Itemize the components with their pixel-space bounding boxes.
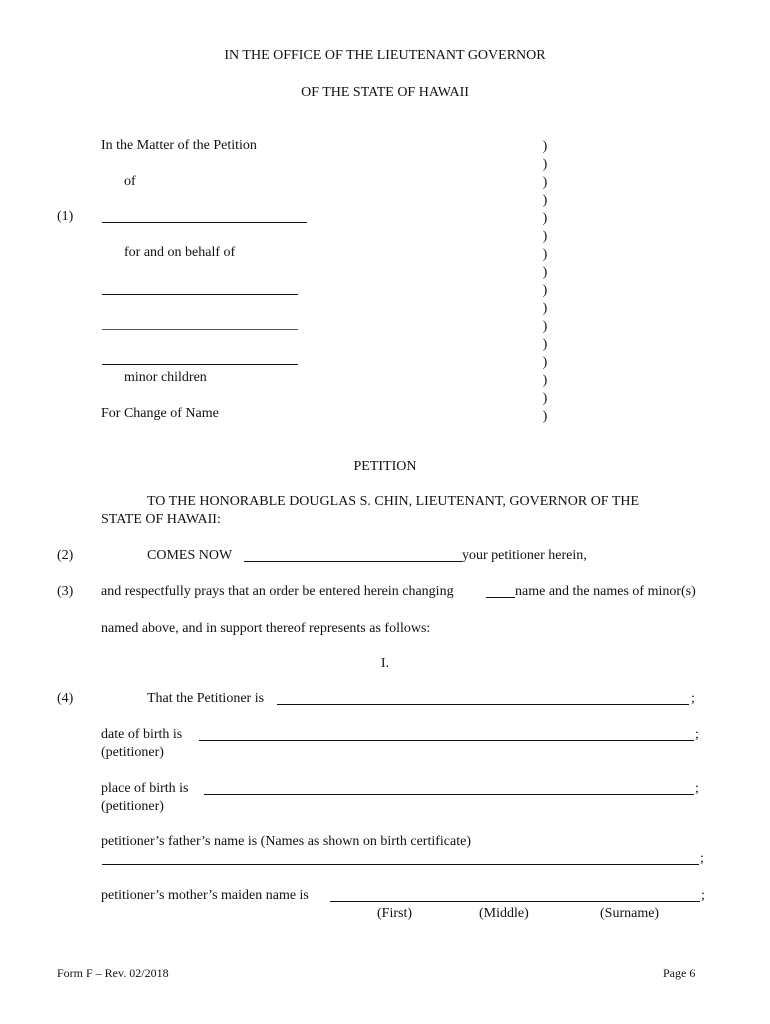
form-revision: Form F – Rev. 02/2018 [57,966,169,980]
paren: ) [542,391,548,406]
middle-name-caption: (Middle) [479,906,529,921]
paren: ) [542,283,548,298]
prays-text-continued: name and the names of minor(s) [515,584,696,599]
section-heading: I. [380,656,390,671]
father-name-label: petitioner’s father’s name is (Names as shown on birth certificate) [101,834,471,849]
petitioner-is-label: That the Petitioner is [147,691,265,706]
dob-field[interactable] [199,740,694,741]
paren: ) [542,211,548,226]
first-name-caption: (First) [377,906,412,921]
item-number-1: (1) [57,209,74,224]
petition-title: PETITION [353,459,417,474]
comes-now-label: COMES NOW [147,548,233,563]
minor-name-field-1[interactable] [102,294,298,295]
of-label: of [124,174,136,189]
petitioner-herein-label: your petitioner herein, [462,548,587,563]
pob-sublabel: (petitioner) [101,799,164,814]
item-number-2: (2) [57,548,74,563]
paren: ) [542,175,548,190]
semicolon: ; [695,727,699,742]
minor-children-label: minor children [124,370,207,385]
comes-now-name-field[interactable] [244,561,462,562]
paren: ) [542,265,548,280]
minor-name-field-3[interactable] [102,364,298,365]
header-line-1: IN THE OFFICE OF THE LIEUTENANT GOVERNOR [224,48,546,63]
mother-name-label: petitioner’s mother’s maiden name is [101,888,309,903]
prays-text: and respectfully prays that an order be entered herein changing [101,584,454,599]
addressee-line-1: TO THE HONORABLE DOUGLAS S. CHIN, LIEUTENANT, GOVERNOR OF THE [147,494,640,509]
pronoun-field[interactable] [486,597,515,598]
paren: ) [542,247,548,262]
semicolon: ; [700,851,704,866]
paren: ) [542,139,548,154]
paren: ) [542,337,548,352]
behalf-label: for and on behalf of [124,245,236,260]
caption-parentheses [538,138,552,426]
pob-field[interactable] [204,794,694,795]
petitioner-name-field[interactable] [102,222,307,223]
item-number-4: (4) [57,691,74,706]
petitioner-is-field[interactable] [277,704,689,705]
item-number-3: (3) [57,584,74,599]
dob-sublabel: (petitioner) [101,745,164,760]
paren: ) [542,157,548,172]
minor-name-field-2[interactable] [102,329,298,330]
surname-caption: (Surname) [600,906,660,921]
page-number: Page 6 [663,966,696,980]
matter-label: In the Matter of the Petition [101,138,257,153]
father-name-field[interactable] [102,864,699,865]
header-line-2: OF THE STATE OF HAWAII [301,85,469,100]
named-above-text: named above, and in support thereof represents as follows: [101,621,431,636]
semicolon: ; [701,888,705,903]
paren: ) [542,193,548,208]
mother-name-field[interactable] [330,901,700,902]
paren: ) [542,355,548,370]
paren: ) [542,409,548,424]
paren: ) [542,229,548,244]
semicolon: ; [695,781,699,796]
dob-label: date of birth is [101,727,183,742]
paren: ) [542,301,548,316]
semicolon: ; [691,691,695,706]
addressee-line-2: STATE OF HAWAII: [101,512,221,527]
change-of-name-label: For Change of Name [101,406,219,421]
paren: ) [542,319,548,334]
paren: ) [542,373,548,388]
pob-label: place of birth is [101,781,189,796]
